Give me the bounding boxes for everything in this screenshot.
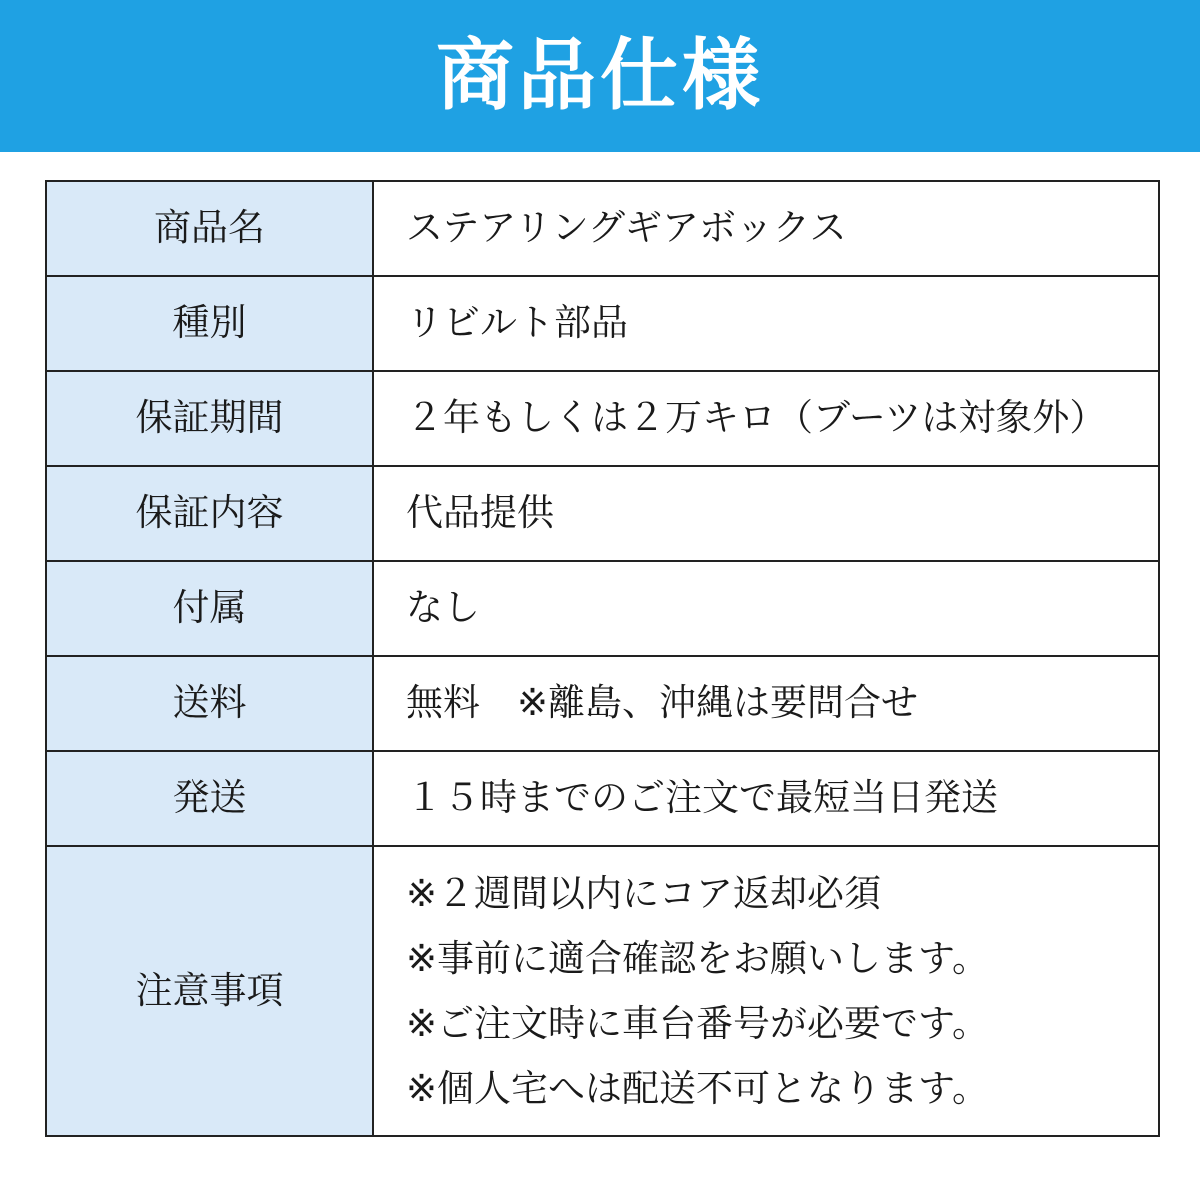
spec-row-warranty-content <box>46 466 1159 561</box>
page-title: 商品仕様 <box>435 31 764 121</box>
spec-row-product-name <box>46 181 1159 276</box>
spec-row-type <box>46 276 1159 371</box>
spec-label: 送料 <box>46 656 373 751</box>
spec-label: 発送 <box>46 751 373 846</box>
spec-value: なし <box>373 561 1159 656</box>
spec-row-shipping-fee <box>46 656 1159 751</box>
spec-value: ステアリングギアボックス <box>373 181 1159 276</box>
spec-row-accessories <box>46 561 1159 656</box>
spec-row-notes <box>46 846 1159 1136</box>
header-banner <box>0 0 1200 152</box>
spec-value: リビルト部品 <box>373 276 1159 371</box>
note-item: ※個人宅へは配送不可となります。 <box>406 1067 990 1110</box>
spec-value: 代品提供 <box>373 466 1159 561</box>
spec-value: ２年もしくは２万キロ（ブーツは対象外） <box>373 371 1159 466</box>
spec-row-dispatch <box>46 751 1159 846</box>
spec-table <box>45 180 1160 1137</box>
spec-label: 付属 <box>46 561 373 656</box>
notes-list <box>373 846 1159 1136</box>
spec-value: 無料 ※離島、沖縄は要問合せ <box>373 656 1159 751</box>
spec-label: 保証内容 <box>46 466 373 561</box>
note-item: ※事前に適合確認をお願いします。 <box>406 937 990 980</box>
note-item: ※ご注文時に車台番号が必要です。 <box>406 1002 990 1045</box>
spec-label: 保証期間 <box>46 371 373 466</box>
spec-label: 注意事項 <box>46 846 373 1136</box>
note-item: ※２週間以内にコア返却必須 <box>406 872 882 915</box>
spec-row-warranty-period <box>46 371 1159 466</box>
spec-value: １５時までのご注文で最短当日発送 <box>373 751 1159 846</box>
spec-label: 商品名 <box>46 181 373 276</box>
spec-label: 種別 <box>46 276 373 371</box>
